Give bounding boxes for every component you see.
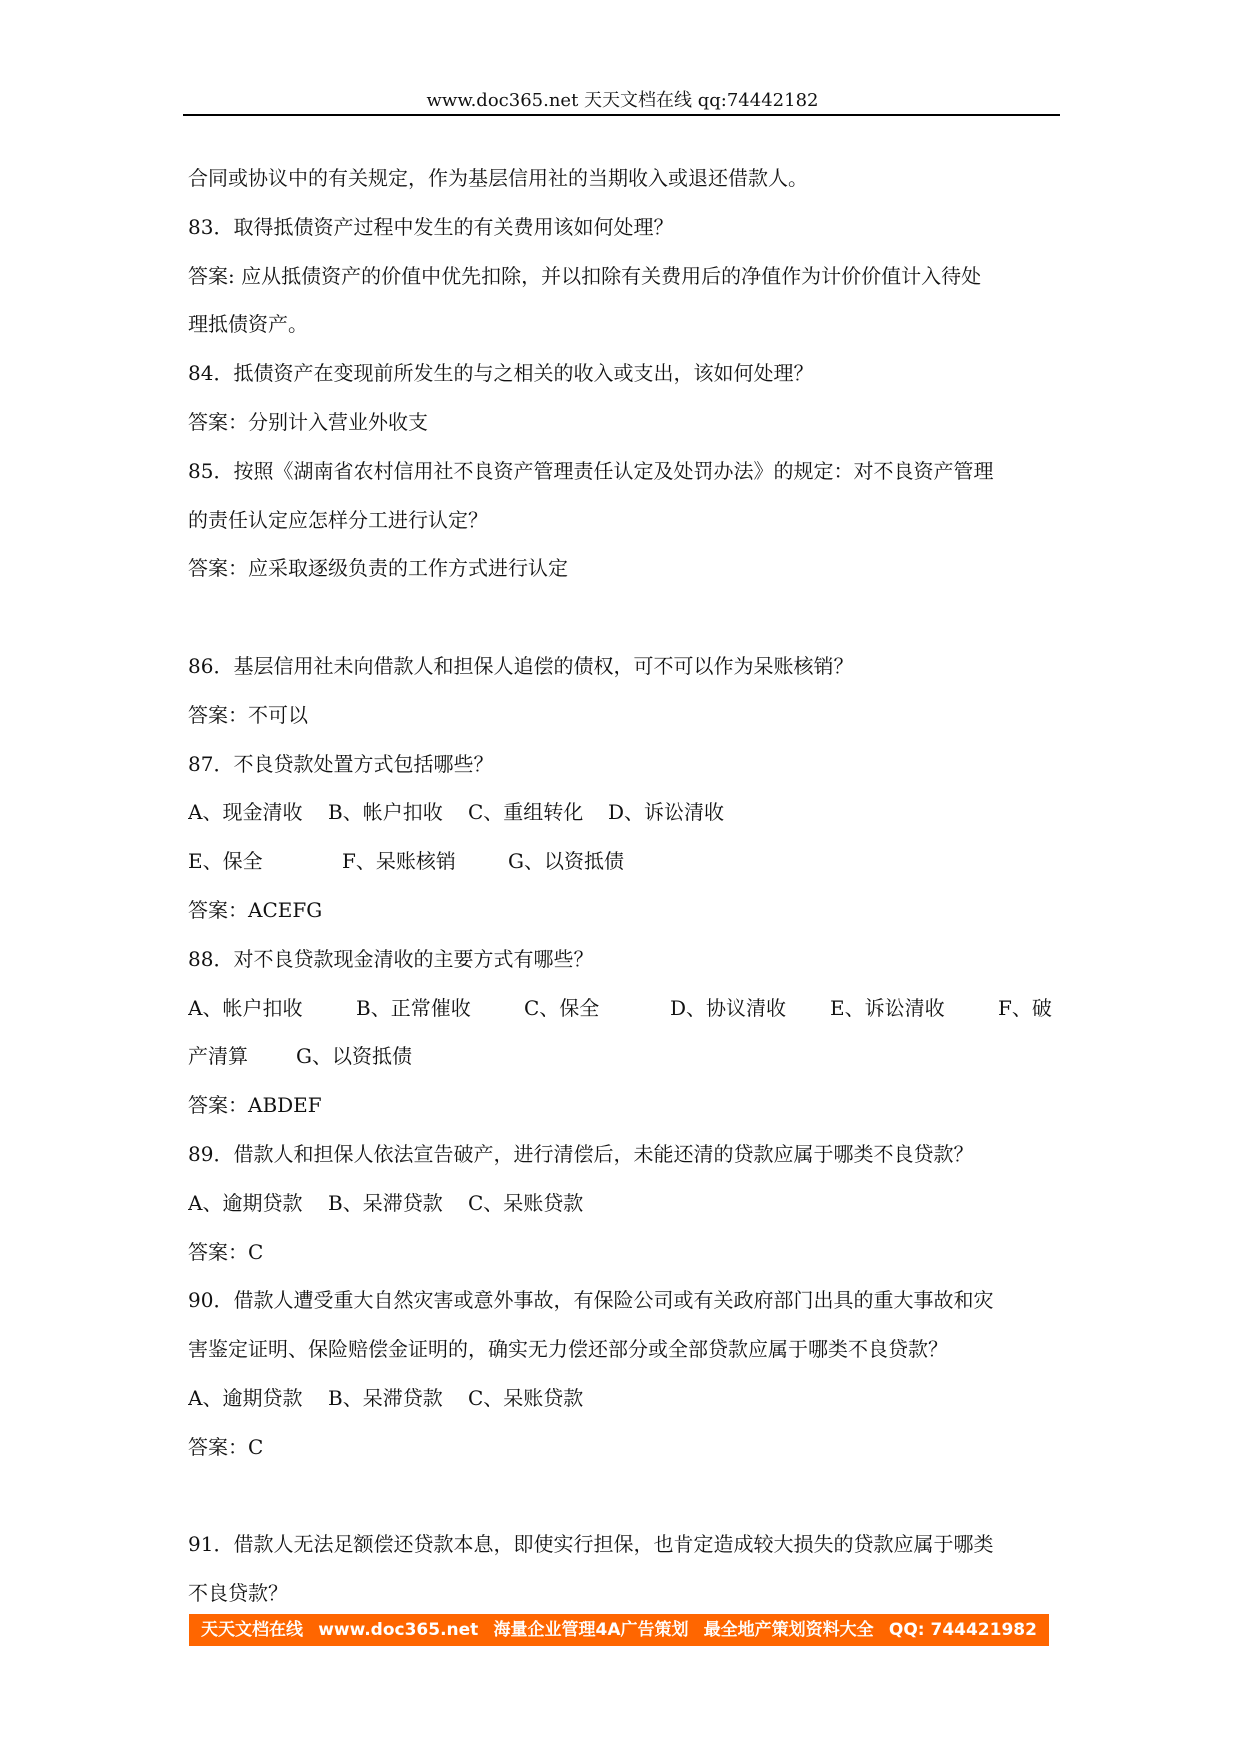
answer-85: 答案：应采取逐级负责的工作方式进行认定	[188, 556, 568, 581]
question-85-cont: 的责任认定应怎样分工进行认定？	[188, 507, 488, 532]
option: A、逾期贷款	[188, 1190, 303, 1215]
option: E、保全	[188, 849, 263, 874]
q90-options	[188, 1374, 1058, 1423]
answer-83-cont: 理抵债资产。	[188, 312, 308, 337]
question-90-cont: 害鉴定证明、保险赔偿金证明的，确实无力偿还部分或全部贷款应属于哪类不良贷款？	[188, 1337, 948, 1362]
footer-site-link[interactable]: www.doc365.net	[318, 1620, 479, 1640]
answer-90: 答案：C	[188, 1434, 264, 1459]
text-line: 合同或协议中的有关规定，作为基层信用社的当期收入或退还借款人。	[188, 166, 808, 190]
header-divider	[183, 114, 1060, 116]
question-90: 90．借款人遭受重大自然灾害或意外事故，有保险公司或有关政府部门出具的重大事故和灾	[188, 1288, 994, 1313]
option: A、帐户扣收	[188, 995, 303, 1020]
option: D、协议清收	[670, 995, 787, 1020]
question-83: 83．取得抵债资产过程中发生的有关费用该如何处理？	[188, 214, 674, 239]
q87-options-row1	[188, 788, 1058, 837]
blank-line	[188, 1472, 1058, 1521]
question-91: 91．借款人无法足额偿还贷款本息，即使实行担保，也肯定造成较大损失的贷款应属于哪类	[188, 1532, 994, 1557]
answer-87: 答案：ACEFG	[188, 897, 323, 922]
answer-83: 答案: 应从抵债资产的价值中优先扣除，并以扣除有关费用后的净值作为计价价值计入待处	[188, 263, 982, 288]
option: A、现金清收	[188, 800, 303, 825]
option: A、逾期贷款	[188, 1385, 303, 1410]
q88-options-row2	[188, 1032, 1058, 1081]
document-body	[188, 154, 1058, 1618]
q88-options-row1	[188, 984, 1058, 1033]
option: 产清算	[188, 1044, 248, 1069]
question-88: 88．对不良贷款现金清收的主要方式有哪些？	[188, 946, 594, 971]
blank-line	[188, 593, 1058, 642]
option: G、以资抵债	[508, 849, 624, 874]
question-84: 84．抵债资产在变现前所发生的与之相关的收入或支出，该如何处理？	[188, 361, 814, 386]
option: C、呆账贷款	[468, 1190, 584, 1215]
q89-options	[188, 1179, 1058, 1228]
answer-89: 答案：C	[188, 1239, 264, 1264]
footer-slogan: 最全地产策划资料大全	[703, 1620, 874, 1640]
option: F、呆账核销	[342, 849, 456, 874]
option: B、帐户扣收	[328, 800, 443, 825]
option: G、以资抵债	[296, 1044, 412, 1069]
page-header: www.doc365.net 天天文档在线 qq:74442182	[426, 90, 819, 111]
option: E、诉讼清收	[830, 995, 945, 1020]
question-91-cont: 不良贷款？	[188, 1581, 288, 1606]
answer-86: 答案：不可以	[188, 702, 308, 727]
question-87: 87．不良贷款处置方式包括哪些？	[188, 751, 494, 776]
option: F、破	[998, 995, 1052, 1020]
option: C、保全	[524, 995, 600, 1020]
option: C、呆账贷款	[468, 1385, 584, 1410]
q87-options-row2	[188, 837, 1058, 886]
question-85: 85．按照《湖南省农村信用社不良资产管理责任认定及处罚办法》的规定：对不良资产管理	[188, 458, 994, 483]
question-89: 89．借款人和担保人依法宣告破产，进行清偿后，未能还清的贷款应属于哪类不良贷款？	[188, 1141, 974, 1166]
footer-slogan: 海量企业管理4A广告策划	[493, 1620, 689, 1640]
option: D、诉讼清收	[608, 800, 725, 825]
option: B、呆滞贷款	[328, 1385, 443, 1410]
footer-brand: 天天文档在线	[201, 1620, 303, 1640]
option: B、呆滞贷款	[328, 1190, 443, 1215]
answer-88: 答案：ABDEF	[188, 1093, 322, 1118]
question-86: 86．基层信用社未向借款人和担保人追偿的债权，可不可以作为呆账核销？	[188, 653, 854, 678]
footer-qq: QQ: 744421982	[888, 1620, 1037, 1640]
answer-84: 答案：分别计入营业外收支	[188, 409, 428, 434]
footer-ad-banner[interactable]	[189, 1614, 1049, 1646]
option: B、正常催收	[356, 995, 471, 1020]
option: C、重组转化	[468, 800, 584, 825]
